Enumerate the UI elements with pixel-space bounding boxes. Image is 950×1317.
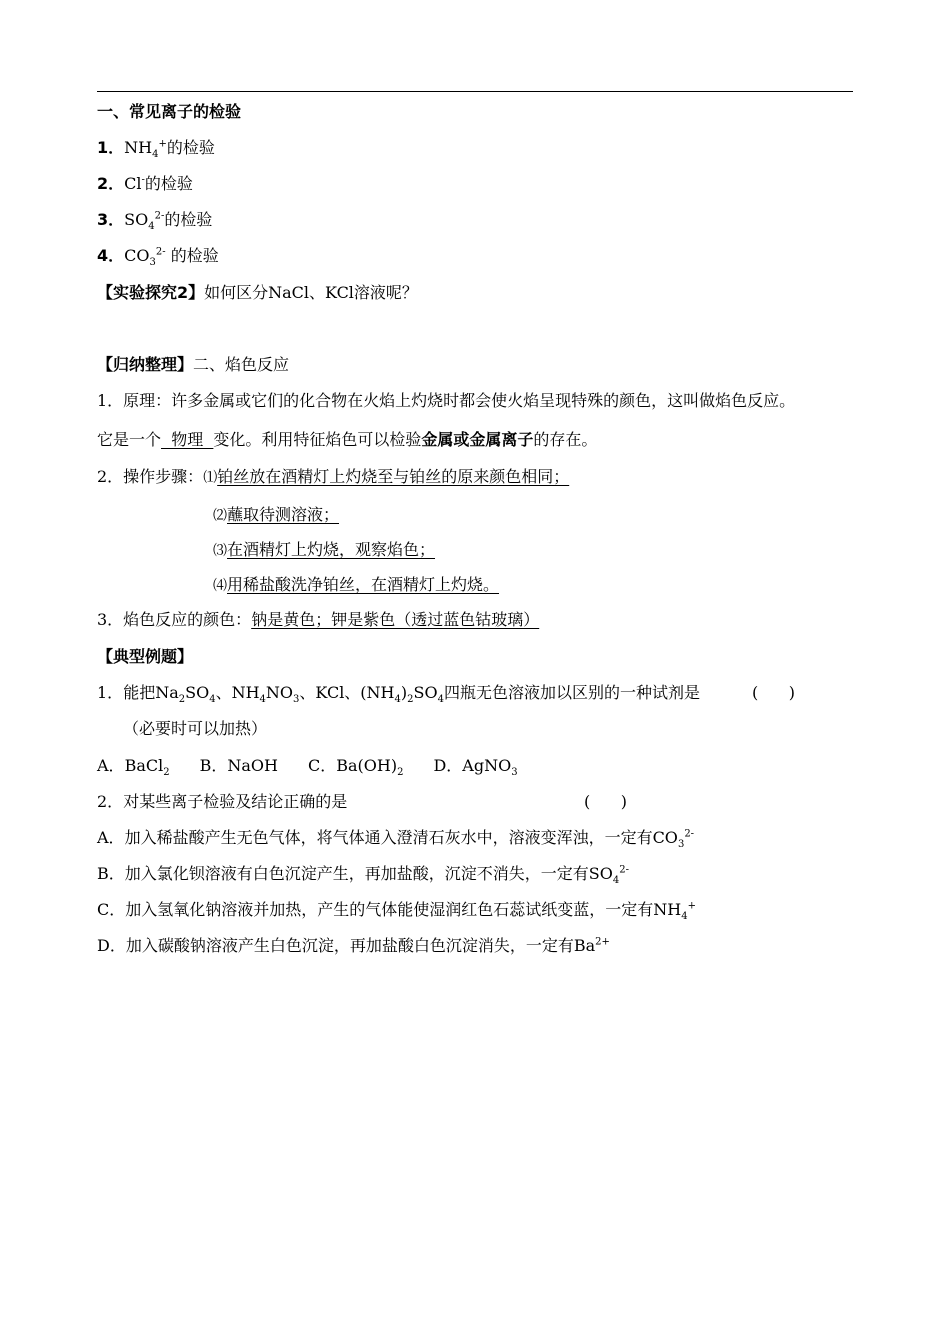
- option-b: B．加入氯化钡溶液有白色沉淀产生，再加盐酸，沉淀不消失，一定有$SO_4^{2-}$: [97, 864, 629, 887]
- choice-c: C．$Ba(OH)_2$: [307, 756, 404, 779]
- step-item: ⑵蘸取待测溶液；: [213, 505, 340, 524]
- answer-bracket: ( ): [584, 792, 627, 811]
- question-2: 2．对某些离子检验及结论正确的是: [97, 792, 348, 811]
- question-1-choices: [97, 756, 548, 779]
- experiment-question: 【实验探究2】如何区分NaCl、KCl溶液呢？: [97, 283, 418, 302]
- flame-colors: 3．焰色反应的颜色：钠是黄色；钾是紫色（透过蓝色钴玻璃）: [97, 610, 540, 629]
- step-item: ⑶在酒精灯上灼烧，观察焰色；: [213, 540, 436, 559]
- choice-a: A．BaCl$_2$: [97, 756, 170, 779]
- question-1-note: （必要时可以加热）: [123, 719, 268, 738]
- answer-blank: 物理: [161, 430, 214, 449]
- question-1: 1．能把$Na_2SO_4$、$NH_4NO_3$、KCl、$(NH_4)_2SO_4$四瓶无色溶液加以区别的一种试剂是: [97, 683, 700, 706]
- option-a: A．加入稀盐酸产生无色气体，将气体通入澄清石灰水中，溶液变浑浊，一定有$CO_3^{2-}$: [97, 828, 695, 851]
- choice-d: D．AgNO$_3$: [433, 756, 518, 779]
- examples-heading: 【典型例题】: [97, 647, 194, 666]
- ion-test-item: 2．Cl-的检验: [97, 174, 193, 193]
- ion-test-item: 1．$NH_4^+$的检验: [97, 138, 215, 161]
- steps-line: 2．操作步骤：⑴铂丝放在酒精灯上灼烧至与铂丝的原来颜色相同；: [97, 467, 570, 486]
- principle-line-2: 它是一个 物理 变化。利用特征焰色可以检验金属或金属离子的存在。: [97, 430, 598, 449]
- step-item: ⑷用稀盐酸洗净铂丝，在酒精灯上灼烧。: [213, 575, 500, 594]
- ion-test-item: 4．$CO_3^{2-}$ 的检验: [97, 246, 219, 269]
- choice-b: B．NaOH: [199, 756, 278, 775]
- header-rule: [97, 91, 853, 92]
- principle-line-1: 1．原理：许多金属或它们的化合物在火焰上灼烧时都会使火焰呈现特殊的颜色，这叫做焰色反应。: [97, 391, 796, 410]
- option-c: C．加入氢氧化钠溶液并加热，产生的气体能使湿润红色石蕊试纸变蓝，一定有$NH_4^+$: [97, 900, 696, 923]
- section2-heading: 【归纳整理】二、焰色反应: [97, 355, 290, 374]
- option-d: D．加入碳酸钠溶液产生白色沉淀，再加盐酸白色沉淀消失，一定有$Ba^{2+}$: [97, 936, 610, 955]
- section1-title: 一、常见离子的检验: [97, 102, 242, 121]
- answer-bracket: ( ): [752, 683, 795, 702]
- ion-test-item: 3．$SO_4^{2-}$的检验: [97, 210, 213, 233]
